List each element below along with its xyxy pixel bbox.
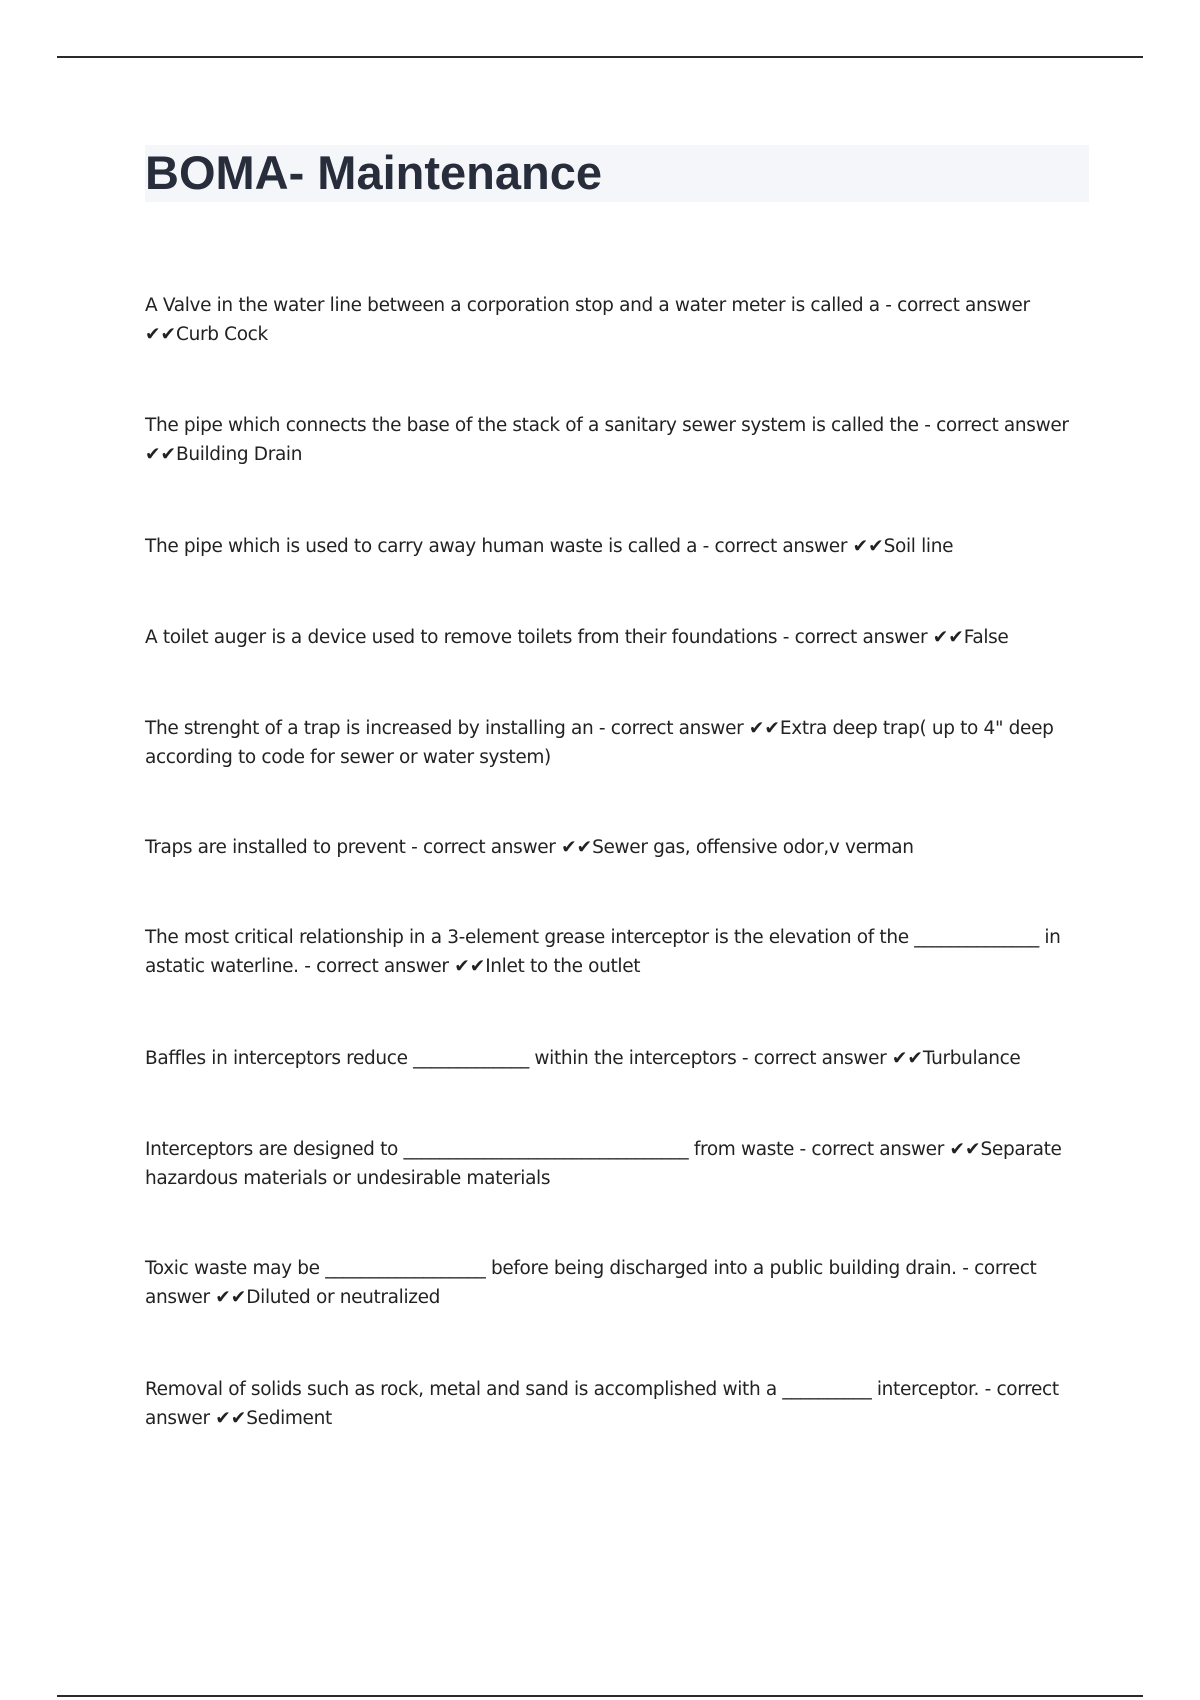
check-mark-icon: ✔✔ [932, 627, 964, 648]
answer-marker: correct answer [145, 1258, 1037, 1308]
answer-text: Diluted or neutralized [246, 1287, 441, 1308]
qa-item: Baffles in interceptors reduce _____________ within the interceptors - correct answer ✔✔Turbulance [145, 1048, 1021, 1069]
top-rule [57, 56, 1143, 58]
check-mark-icon: ✔✔ [949, 1139, 981, 1160]
answer-marker: correct answer [714, 536, 848, 557]
answer-text: Sediment [246, 1408, 332, 1429]
answer-marker: correct answer [753, 1048, 887, 1069]
answer-text: Separate hazardous materials or undesirable materials [145, 1139, 1062, 1189]
answer-text: False [963, 627, 1009, 648]
question-text: The most critical relationship in a 3-element grease interceptor is the elevation of the ______________ in astatic waterline. [145, 927, 1061, 977]
check-mark-icon: ✔✔ [891, 1048, 923, 1069]
answer-marker: correct answer [422, 837, 556, 858]
qa-item: The pipe which connects the base of the stack of a sanitary sewer system is called the - correct answer ✔✔Building Drain [145, 415, 1069, 465]
check-mark-icon: ✔✔ [561, 837, 593, 858]
question-text: Removal of solids such as rock, metal and sand is accomplished with a __________ interceptor. [145, 1379, 980, 1400]
answer-text: Turbulance [922, 1048, 1021, 1069]
question-text: Interceptors are designed to ________________________________ from waste [145, 1139, 794, 1160]
question-text: A toilet auger is a device used to remove toilets from their foundations [145, 627, 778, 648]
check-mark-icon: ✔✔ [852, 536, 884, 557]
qa-item: The strenght of a trap is increased by installing an - correct answer ✔✔Extra deep trap( up to 4" deep according to code for sewer or water system) [145, 718, 1054, 768]
document-title: BOMA- Maintenance [145, 146, 602, 199]
check-mark-icon: ✔✔ [748, 718, 780, 739]
qa-item: Removal of solids such as rock, metal and sand is accomplished with a __________ interceptor. - correct answer ✔✔Sediment [145, 1379, 1059, 1429]
question-text: Toxic waste may be __________________ before being discharged into a public building drain. [145, 1258, 957, 1279]
question-text: A Valve in the water line between a corporation stop and a water meter is called a [145, 295, 880, 316]
qa-item: Traps are installed to prevent - correct answer ✔✔Sewer gas, offensive odor,v verman [145, 837, 914, 858]
question-text: The strenght of a trap is increased by installing an [145, 718, 594, 739]
question-text: The pipe which is used to carry away human waste is called a [145, 536, 698, 557]
qa-item: Interceptors are designed to ________________________________ from waste - correct answer ✔✔Separate hazardous materials or undesirable materials [145, 1139, 1062, 1189]
check-mark-icon: ✔✔ [454, 956, 486, 977]
check-mark-icon: ✔✔ [215, 1287, 247, 1308]
qa-item: A toilet auger is a device used to remove toilets from their foundations - correct answer ✔✔False [145, 627, 1009, 648]
qa-item: The most critical relationship in a 3-element grease interceptor is the elevation of the ______________ in astatic waterline. - correct answer ✔✔Inlet to the outlet [145, 927, 1061, 977]
answer-marker: correct answer [897, 295, 1030, 316]
check-mark-icon: ✔✔ [145, 444, 177, 465]
answer-text: Soil line [883, 536, 954, 557]
answer-marker: correct answer [145, 1379, 1059, 1429]
answer-text: Extra deep trap( up to 4" deep according to code for sewer or water system) [145, 718, 1054, 768]
qa-item: A Valve in the water line between a corporation stop and a water meter is called a - correct answer ✔✔Curb Cock [145, 295, 1030, 345]
answer-marker: correct answer [811, 1139, 944, 1160]
bottom-rule [57, 1695, 1143, 1697]
answer-text: Curb Cock [176, 324, 268, 345]
answer-text: Building Drain [176, 444, 303, 465]
qa-item: The pipe which is used to carry away human waste is called a - correct answer ✔✔Soil line [145, 536, 954, 557]
answer-marker: correct answer [316, 956, 449, 977]
check-mark-icon: ✔✔ [215, 1408, 247, 1429]
check-mark-icon: ✔✔ [145, 324, 177, 345]
answer-marker: correct answer [610, 718, 744, 739]
answer-text: Inlet to the outlet [485, 956, 641, 977]
question-text: Traps are installed to prevent [145, 837, 406, 858]
answer-text: Sewer gas, offensive odor,v verman [592, 837, 914, 858]
answer-marker: correct answer [936, 415, 1069, 436]
answer-marker: correct answer [794, 627, 928, 648]
qa-item: Toxic waste may be __________________ before being discharged into a public building drain. - correct answer ✔✔Diluted or neutralized [145, 1258, 1037, 1308]
question-text: Baffles in interceptors reduce _____________ within the interceptors [145, 1048, 737, 1069]
question-text: The pipe which connects the base of the stack of a sanitary sewer system is called the [145, 415, 919, 436]
